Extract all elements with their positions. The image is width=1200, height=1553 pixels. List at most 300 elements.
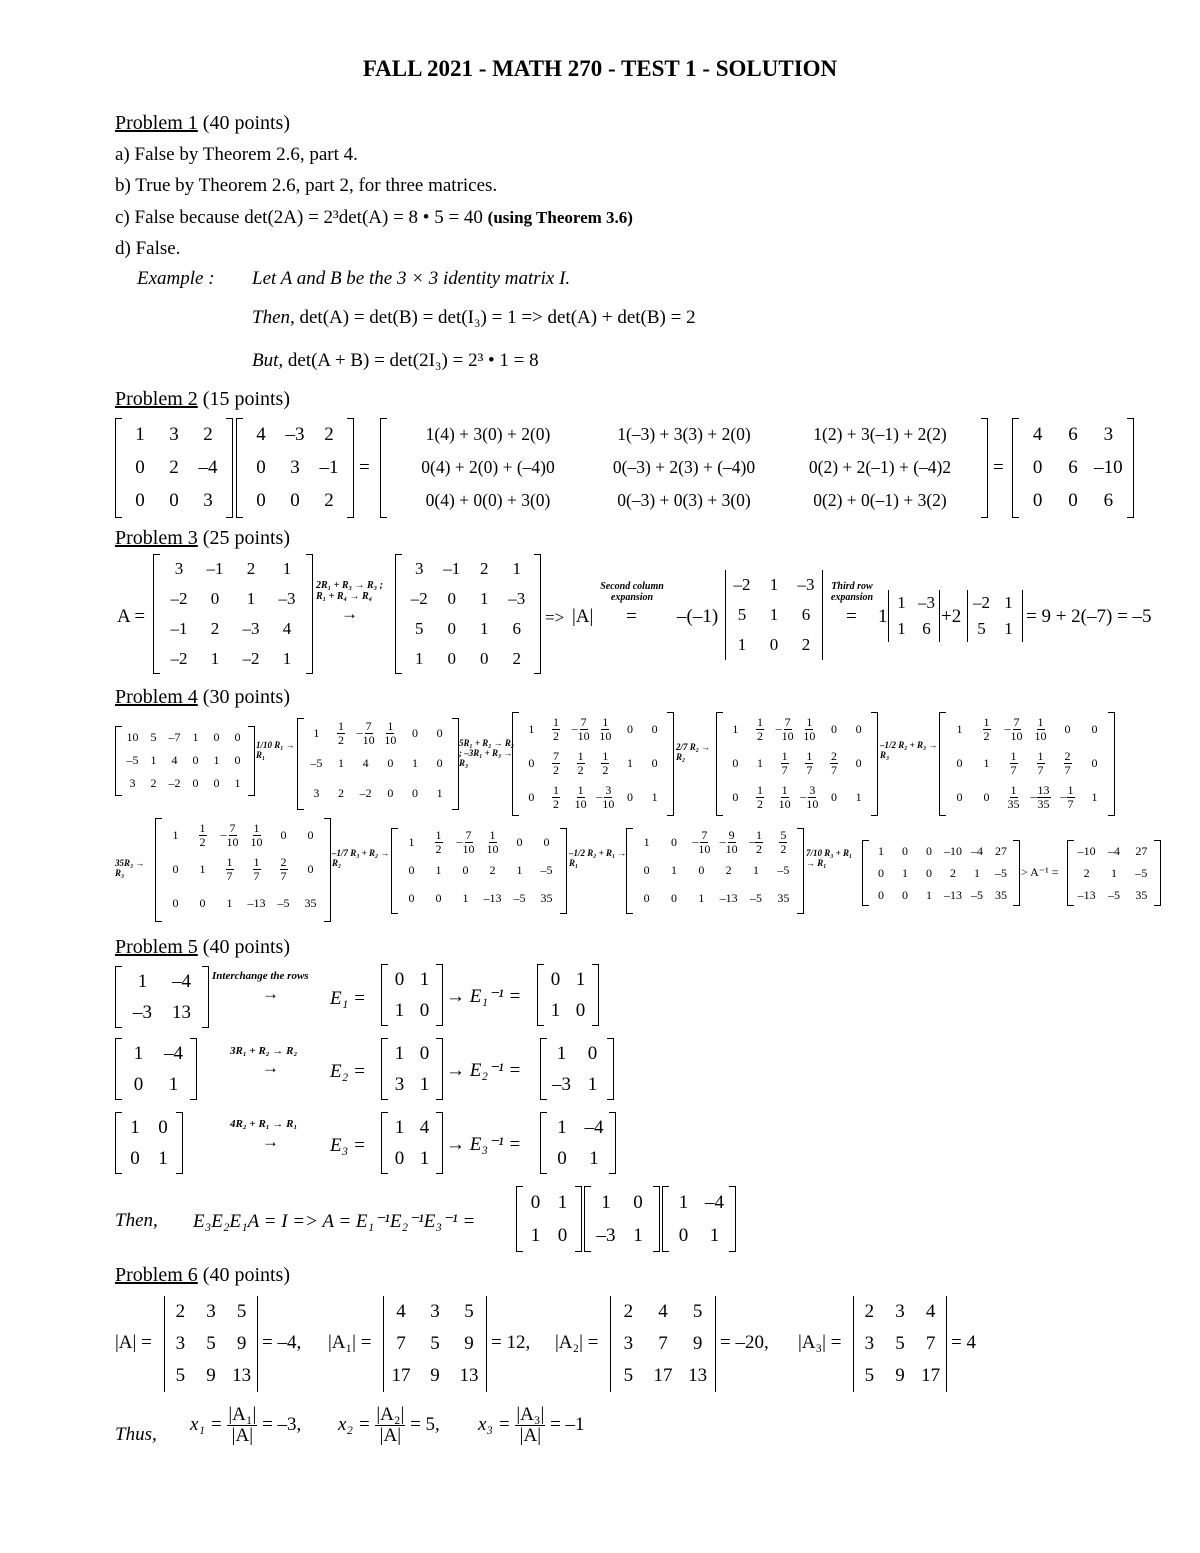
matrix-cell: 1 — [878, 844, 884, 858]
problem-3-points: (25 points) — [202, 527, 290, 549]
p4-op-2: 5R₁ + R₂ → R₂ ; –3R₁ + R₃ → R₃ — [459, 738, 515, 768]
matrix-cell: 0 — [678, 1225, 689, 1246]
p6-x2-fraction — [375, 1405, 405, 1446]
p3-second-col-note: Second column expansion — [600, 581, 664, 603]
matrix-cell: –4 — [164, 1043, 183, 1064]
matrix-cell: 0 — [902, 888, 908, 902]
p5-a1-matrix — [115, 966, 209, 1028]
problem-3-header — [115, 527, 290, 550]
denominator: 7 — [1010, 762, 1017, 777]
numerator: 3 — [605, 782, 612, 797]
matrix-cell: –3 — [133, 1002, 152, 1023]
p5-a3-matrix — [115, 1112, 183, 1174]
p3-abs-a: |A| — [572, 606, 594, 627]
matrix-cell: 0 — [394, 1148, 405, 1169]
minus-sign: – — [1030, 788, 1037, 803]
fraction — [805, 750, 813, 776]
denominator: 10 — [250, 834, 263, 849]
p2-matrix-product — [380, 418, 988, 518]
numerator: 1 — [253, 854, 260, 869]
numerator: 1 — [781, 748, 788, 763]
numerator: 3 — [809, 782, 816, 797]
matrix-cell: –2 — [359, 786, 372, 800]
matrix-cell: 1 — [419, 1074, 430, 1095]
matrix-cell: 9 — [464, 1333, 474, 1354]
matrix-cell: 0 — [516, 835, 523, 849]
p4-r1-matrix-1 — [115, 726, 255, 796]
matrix-cell: 35 — [995, 888, 1007, 902]
numerator: 7 — [552, 748, 559, 763]
fraction — [830, 750, 838, 776]
p6-x2 — [338, 1405, 440, 1446]
matrix-cell: 0(–3) + 0(3) + 3(0) — [617, 490, 751, 510]
p1-part-c-text: c) False because det(2A) = 2³det(A) = 8 • 5 = 40 — [115, 207, 483, 228]
matrix-cell: 0(2) + 2(–1) + (–4)2 — [808, 457, 952, 477]
matrix-cell: –2 — [410, 589, 428, 608]
matrix-cell: 0 — [670, 835, 677, 849]
matrix-cell: –10 — [944, 844, 962, 858]
matrix-cell: 1(–3) + 3(3) + 2(0) — [617, 424, 751, 444]
fraction — [253, 856, 261, 882]
matrix-cell: 2 — [623, 1301, 634, 1322]
matrix-cell: 1 — [480, 619, 489, 638]
matrix-cell: 0 — [447, 619, 456, 638]
problem-2-header — [115, 388, 290, 411]
p4-r2-matrix-4 — [862, 840, 1020, 906]
matrix-cell: –13 — [483, 891, 502, 905]
matrix-cell: 0 — [530, 1192, 541, 1213]
matrix-cell: 0 — [626, 790, 633, 804]
matrix-cell: –5 — [310, 756, 323, 770]
matrix-cell: 0 — [133, 1074, 144, 1095]
matrix-cell: 17 — [653, 1365, 673, 1386]
matrix-cell: 0 — [855, 756, 862, 770]
numerator: 1 — [756, 782, 763, 797]
matrix-cell: 1 — [974, 866, 980, 880]
p6-a2-label: |A₂| = — [555, 1332, 599, 1353]
matrix-cell: 7 — [396, 1333, 406, 1354]
matrix-cell: 0 — [1091, 756, 1098, 770]
matrix-cell: 0 — [172, 862, 179, 876]
matrix-cell: 1 — [902, 866, 908, 880]
p4-r2-matrix-5 — [1067, 840, 1161, 906]
matrix-cell: 0 — [462, 863, 469, 877]
matrix-cell: 1 — [670, 863, 677, 877]
matrix-cell — [1027, 716, 1054, 742]
matrix-cell: –2 — [733, 575, 751, 594]
matrix-cell — [568, 750, 593, 776]
fraction — [384, 720, 396, 746]
matrix-cell: 1 — [411, 756, 418, 770]
matrix-cell: 1 — [589, 1148, 599, 1169]
matrix-cell: 0 — [926, 844, 932, 858]
matrix-cell: 4 — [256, 424, 266, 445]
p6-x1-num: |A₁| — [228, 1404, 257, 1425]
p6-a3-cells — [854, 1296, 946, 1392]
matrix-cell: 0 — [643, 863, 650, 877]
matrix-cell: 0 — [557, 1225, 568, 1246]
matrix-cell: 1 — [530, 1225, 541, 1246]
minus-sign: – — [596, 788, 603, 803]
matrix-cell: 3 — [174, 559, 184, 578]
matrix-cell: 0 — [983, 790, 990, 804]
matrix-cell: 5 — [206, 1333, 216, 1354]
p4-r2-matrix-1 — [155, 818, 331, 922]
matrix-cell: –3 — [278, 589, 296, 608]
minus-sign: – — [1060, 788, 1067, 803]
denominator: 10 — [778, 796, 791, 811]
matrix-cell — [1000, 784, 1027, 810]
numerator: 1 — [577, 748, 584, 763]
matrix-cell: 0 — [192, 776, 199, 790]
matrix-cell — [742, 829, 769, 855]
p5-op-3: 4R₂ + R₁ → R₁ — [230, 1118, 298, 1130]
p4-op-1: 1/10 R₁ → R₁ — [256, 740, 295, 760]
matrix-cell: –4 — [172, 971, 191, 992]
matrix-cell: 3 — [313, 786, 320, 800]
minus-sign: – — [692, 833, 699, 848]
p6-a1-label: |A₁| = — [328, 1332, 372, 1353]
numerator: 1 — [552, 782, 559, 797]
matrix-cell: 1(2) + 3(–1) + 2(2) — [813, 424, 947, 444]
matrix-cell: 1 — [462, 891, 469, 905]
numerator: 1 — [1010, 782, 1017, 797]
numerator: 1 — [387, 718, 394, 733]
matrix-cell: 0 — [411, 726, 418, 740]
matrix-cell: 0 — [830, 722, 837, 736]
matrix-cell: 3 — [623, 1333, 634, 1354]
matrix-cell: –1 — [206, 559, 224, 578]
matrix-cell: 13 — [459, 1365, 479, 1386]
matrix-cell: 5 — [415, 619, 424, 638]
matrix-cell: 6 — [512, 619, 521, 638]
matrix-cell: 3 — [206, 1301, 216, 1322]
matrix-cell — [748, 784, 773, 810]
problem-4-header — [115, 686, 290, 709]
matrix-cell: 1 — [168, 1074, 179, 1095]
denominator: 2 — [602, 762, 609, 777]
denominator: 10 — [462, 841, 475, 856]
fraction — [1035, 716, 1047, 742]
minus-sign: – — [800, 788, 807, 803]
p3-coef-1: 1 — [878, 606, 888, 627]
numerator: 1 — [435, 827, 442, 842]
matrix-cell: –13 — [719, 891, 738, 905]
p6-a1-value: = 12, — [491, 1332, 531, 1353]
matrix-cell: 0 — [419, 1043, 430, 1064]
denominator: 7 — [830, 762, 837, 777]
matrix-cell: 0 — [732, 790, 739, 804]
denominator: 7 — [806, 762, 813, 777]
denominator: 35 — [1037, 796, 1050, 811]
numerator: 5 — [780, 827, 787, 842]
matrix-cell: 1 — [313, 726, 320, 740]
p5-e1-matrix — [381, 964, 443, 1026]
matrix-cell: 3 — [290, 457, 300, 478]
denominator: 7 — [226, 868, 233, 883]
matrix-cell: 0(4) + 0(0) + 3(0) — [425, 490, 551, 510]
fraction — [602, 784, 614, 810]
denominator: 10 — [806, 796, 819, 811]
p5-a3-cells — [115, 1112, 183, 1174]
matrix-cell — [797, 750, 822, 776]
p4-r1-matrix-5 — [939, 712, 1115, 816]
matrix-cell: 0 — [956, 756, 963, 770]
matrix-cell — [216, 856, 243, 882]
matrix-cell: 5 — [430, 1333, 440, 1354]
denominator: 2 — [199, 834, 206, 849]
p4-op-5: 35R₃ → R₃ — [115, 858, 145, 878]
matrix-cell: 0 — [387, 786, 394, 800]
matrix-cell: –3 — [285, 424, 305, 445]
matrix-cell: 9 — [206, 1365, 216, 1386]
matrix-cell: 0(4) + 2(0) + (–4)0 — [421, 457, 555, 477]
minus-sign: – — [456, 833, 463, 848]
matrix-cell: –2 — [170, 649, 188, 668]
p6-x3-label: x₃ = — [478, 1413, 511, 1435]
p2-m3-cells — [380, 418, 988, 517]
matrix-cell: 5 — [977, 619, 986, 638]
matrix-cell: –1 — [443, 559, 461, 578]
numerator: 7 — [365, 718, 372, 733]
matrix-cell: 4 — [1032, 424, 1043, 445]
matrix-cell: 1 — [130, 1117, 140, 1138]
fraction — [463, 829, 475, 855]
p5-f3-cells — [662, 1186, 736, 1252]
matrix-cell — [378, 720, 403, 746]
matrix-cell — [715, 829, 742, 855]
matrix-cell — [243, 856, 270, 882]
matrix-cell: 0 — [926, 866, 932, 880]
p5-arrow-2: → — [262, 1058, 279, 1077]
matrix-cell: 1 — [550, 1000, 561, 1021]
fraction — [575, 784, 587, 810]
p3-a-label: A = — [117, 606, 146, 627]
denominator: 10 — [486, 841, 499, 856]
matrix-cell: 0 — [855, 722, 862, 736]
matrix-cell — [1054, 750, 1081, 776]
p5-f1-cells — [516, 1186, 582, 1252]
fraction — [1037, 750, 1045, 776]
matrix-cell: 1 — [150, 753, 157, 767]
p5-then-eq: E₃E₂E₁A = I => A = E₁⁻¹E₂⁻¹E₃⁻¹ = — [193, 1211, 476, 1232]
matrix-cell: –4 — [705, 1192, 724, 1213]
p3-d2-cells — [968, 590, 1022, 642]
matrix-cell: 2 — [489, 863, 496, 877]
matrix-cell — [189, 822, 216, 848]
matrix-cell: 0 — [698, 863, 705, 877]
numerator: 1 — [577, 782, 584, 797]
numerator: 1 — [199, 820, 206, 835]
p6-x1-label: x₁ = — [190, 1413, 223, 1435]
p6-a-cells — [165, 1296, 257, 1392]
matrix-cell: 1 — [1091, 790, 1098, 804]
matrix-cell: 5 — [236, 1301, 247, 1322]
fraction — [698, 829, 710, 855]
matrix-cell — [770, 829, 797, 855]
matrix-cell: 5 — [623, 1365, 634, 1386]
fraction — [1037, 784, 1051, 810]
fraction — [726, 829, 738, 855]
p3-matrix-c — [725, 570, 823, 660]
p5-e3-cells — [381, 1112, 443, 1174]
numerator: 1 — [602, 714, 609, 729]
matrix-cell: 1 — [528, 722, 535, 736]
matrix-cell: 0 — [633, 1192, 643, 1213]
matrix-cell: 7 — [658, 1333, 668, 1354]
matrix-cell: –3 — [596, 1225, 616, 1246]
fraction — [251, 822, 263, 848]
denominator: 10 — [226, 834, 239, 849]
matrix-cell: 0 — [394, 969, 405, 990]
matrix-cell: –3 — [242, 619, 260, 638]
matrix-cell — [748, 716, 773, 742]
p3-d1-cells — [889, 590, 939, 642]
p5-op-1: Interchange the rows — [212, 970, 309, 982]
fraction — [1008, 784, 1020, 810]
denominator: 2 — [435, 841, 442, 856]
matrix-cell: 35 — [777, 891, 790, 905]
matrix-cell: 6 — [1068, 457, 1078, 478]
matrix-cell — [425, 829, 452, 855]
matrix-cell: 3 — [203, 490, 213, 511]
matrix-cell: 0 — [419, 1000, 430, 1021]
p6-a2-cells — [611, 1296, 715, 1392]
problem-1-title: Problem 1 — [115, 112, 198, 134]
matrix-cell: –3 — [918, 593, 935, 612]
p6-det-a1 — [383, 1296, 487, 1392]
matrix-cell: 1 — [643, 835, 650, 849]
matrix-cell: 0(2) + 0(–1) + 3(2) — [813, 490, 947, 510]
p6-x2-den: |A| — [379, 1424, 402, 1446]
matrix-cell: 6 — [801, 605, 811, 624]
fraction — [435, 829, 443, 855]
p6-x2-value: = 5, — [410, 1413, 440, 1435]
denominator: 7 — [1037, 762, 1044, 777]
matrix-cell: –4 — [198, 457, 218, 478]
matrix-cell: 1 — [135, 424, 145, 445]
matrix-cell: 9 — [430, 1365, 440, 1386]
matrix-cell: 2 — [246, 559, 256, 578]
p5-arrow-3: → — [262, 1132, 279, 1151]
matrix-cell: 2 — [512, 649, 521, 668]
matrix-cell: 0 — [651, 756, 658, 770]
p1-then-label: Then, — [252, 307, 295, 328]
fraction — [782, 716, 794, 742]
p1-but-eq: det(A + B) = det(2I₃) = 2³ • 1 = 8 — [287, 350, 539, 371]
denominator: 2 — [780, 841, 787, 856]
matrix-cell — [568, 716, 593, 742]
p4-op-6: –1/7 R₃ + R₂ → R₂ — [332, 848, 390, 868]
matrix-cell: 0 — [436, 756, 443, 770]
matrix-cell: 6 — [1103, 490, 1114, 511]
matrix-cell: 35 — [540, 891, 553, 905]
p4-op-8: 7/10 R₃ + R₁ → R₁ — [806, 848, 853, 868]
matrix-cell: –5 — [1135, 866, 1148, 880]
matrix-cell: 0 — [411, 786, 418, 800]
matrix-cell: 1 — [419, 969, 430, 990]
fraction — [552, 716, 560, 742]
matrix-cell: 1 — [394, 1117, 405, 1138]
p6-x3-num: |A₃| — [516, 1404, 545, 1425]
matrix-cell: 2 — [725, 863, 732, 877]
matrix-cell: 1 — [415, 649, 424, 668]
p2-m1-cells — [115, 418, 233, 517]
p3-matrix-a — [153, 554, 313, 674]
matrix-cell: 1 — [246, 589, 256, 608]
denominator: 10 — [698, 841, 711, 856]
p6-x1-den: |A| — [231, 1424, 254, 1446]
denominator: 7 — [253, 868, 260, 883]
p2-equals-1: = — [359, 457, 370, 478]
matrix-cell — [593, 750, 618, 776]
p6-a-label: |A| = — [115, 1332, 152, 1353]
matrix-cell: –2 — [973, 593, 990, 612]
minus-sign: – — [748, 833, 755, 848]
p4-r2-m5-cells — [1067, 840, 1161, 906]
problem-1-header — [115, 112, 290, 135]
matrix-cell — [216, 822, 243, 848]
p4-r2-matrix-3 — [626, 828, 804, 914]
denominator: 10 — [1034, 728, 1047, 743]
p3-c-cells — [726, 570, 822, 660]
matrix-cell: 0 — [1032, 457, 1043, 478]
p3-result: = 9 + 2(–7) = –5 — [1026, 606, 1152, 627]
matrix-cell: 4 — [925, 1301, 936, 1322]
p2-matrix-1 — [115, 418, 233, 518]
matrix-cell: 0 — [878, 866, 884, 880]
p5-e2-label: E₂ = — [330, 1061, 366, 1082]
matrix-cell: –1 — [319, 457, 339, 478]
matrix-cell: 0 — [447, 589, 456, 608]
matrix-cell: –1 — [170, 619, 188, 638]
matrix-cell: 0 — [256, 457, 266, 478]
matrix-cell: 3 — [129, 776, 136, 790]
problem-3-title: Problem 3 — [115, 527, 198, 549]
matrix-cell: 0 — [280, 828, 287, 842]
matrix-cell: 0 — [172, 896, 179, 910]
p3-minor-1 — [888, 590, 940, 642]
matrix-cell: 1 — [282, 649, 292, 668]
matrix-cell: 6 — [922, 619, 931, 638]
matrix-cell — [544, 750, 569, 776]
matrix-cell: –7 — [168, 730, 181, 744]
matrix-cell: 1 — [678, 1192, 689, 1213]
matrix-cell — [243, 822, 270, 848]
matrix-cell: 1 — [698, 891, 705, 905]
problem-2-points: (15 points) — [202, 388, 290, 410]
numerator: 1 — [1037, 748, 1044, 763]
minus-sign: – — [775, 720, 782, 735]
denominator: 10 — [599, 728, 612, 743]
p3-matrix-b — [395, 554, 541, 674]
matrix-cell: 1 — [855, 790, 862, 804]
matrix-cell: 2 — [324, 424, 334, 445]
p2-m4-cells — [1012, 418, 1134, 517]
matrix-cell: 1 — [769, 605, 779, 624]
matrix-cell: 1 — [1110, 866, 1117, 880]
matrix-cell: 0 — [435, 891, 442, 905]
p5-e1inv-label: → E₁⁻¹ = — [446, 986, 522, 1007]
matrix-cell: 13 — [232, 1365, 252, 1386]
matrix-cell: –13 — [247, 896, 266, 910]
numerator: 13 — [1037, 782, 1050, 797]
p5-a2-cells — [115, 1038, 197, 1100]
matrix-cell — [568, 784, 593, 810]
p3-eq-b: = — [846, 606, 857, 627]
matrix-cell: –10 — [1094, 457, 1123, 478]
matrix-cell: –5 — [277, 896, 290, 910]
